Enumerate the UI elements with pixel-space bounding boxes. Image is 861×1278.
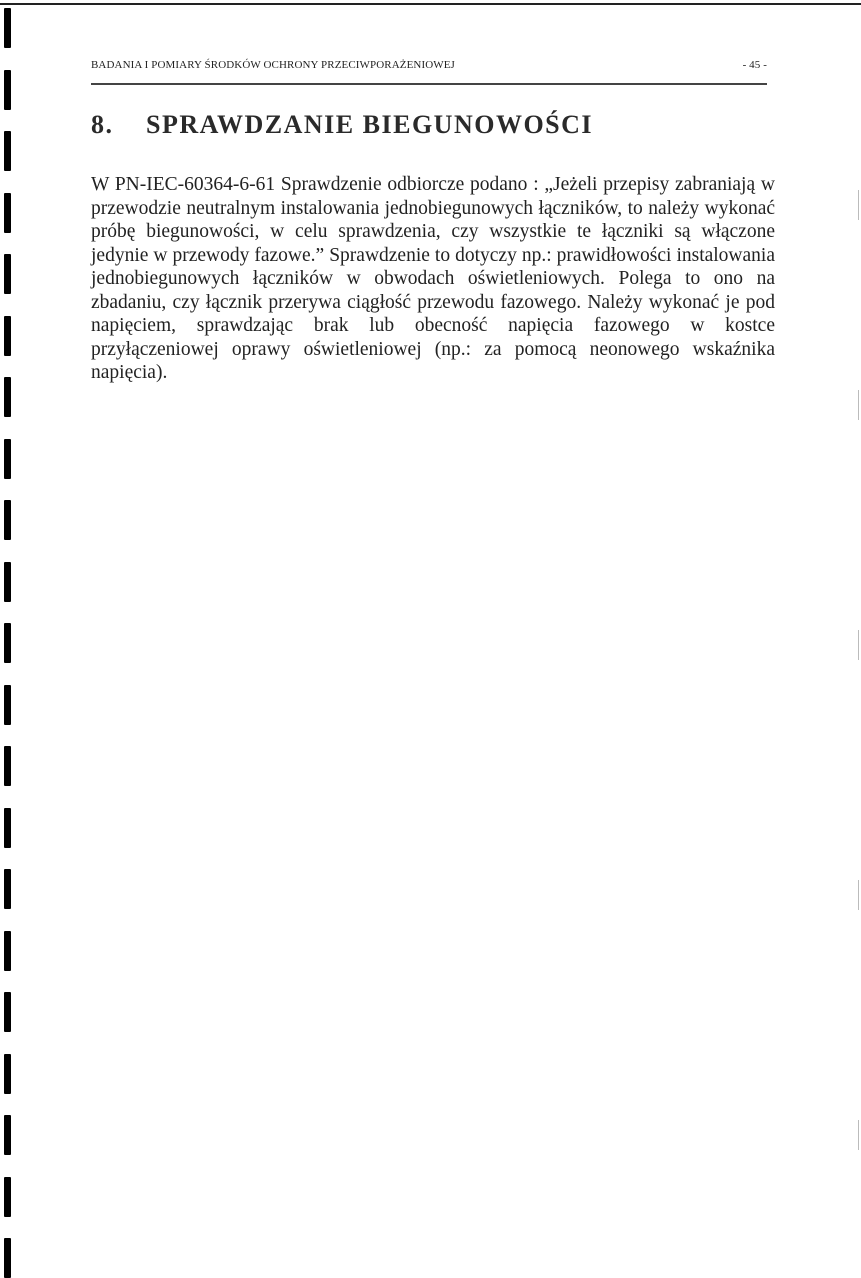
running-title: BADANIA I POMIARY ŚRODKÓW OCHRONY PRZECIWPORAŻENIOWEJ	[91, 59, 455, 71]
section-title: SPRAWDZANIE BIEGUNOWOŚCI	[146, 110, 594, 139]
binding-mark	[4, 254, 11, 294]
binding-mark	[4, 1177, 11, 1217]
binding-mark	[4, 131, 11, 171]
binding-mark	[4, 8, 11, 48]
scan-edge-mark	[858, 190, 859, 220]
binding-mark	[4, 685, 11, 725]
running-header	[91, 59, 767, 71]
binding-mark	[4, 377, 11, 417]
section-heading	[91, 110, 593, 140]
binding-mark	[4, 562, 11, 602]
binding-mark	[4, 439, 11, 479]
binding-mark	[4, 623, 11, 663]
scan-top-border	[0, 3, 861, 5]
scan-edge-mark	[858, 390, 859, 420]
binding-mark	[4, 1238, 11, 1278]
page-number: - 45 -	[742, 59, 767, 71]
binding-mark	[4, 808, 11, 848]
binding-mark	[4, 316, 11, 356]
scan-edge-mark	[858, 1120, 859, 1150]
binding-mark	[4, 992, 11, 1032]
binding-mark	[4, 746, 11, 786]
binding-mark	[4, 1115, 11, 1155]
section-number: 8.	[91, 110, 114, 139]
header-rule	[91, 83, 767, 85]
binding-mark	[4, 869, 11, 909]
scan-edge-mark	[858, 630, 859, 660]
binding-mark	[4, 931, 11, 971]
binding-mark	[4, 500, 11, 540]
binding-mark	[4, 1054, 11, 1094]
scan-edge-mark	[858, 880, 859, 910]
body-paragraph: W PN-IEC-60364-6-61 Sprawdzenie odbiorcze podano : „Jeżeli przepisy zabraniają w przewodzie neutralnym instalowania jednobiegunowych łączników, to należy wykonać próbę biegunowości, w celu sprawdzenia, czy wszystkie te łączniki są włączone jedynie w przewody fazowe.” Sprawdzenie to dotyczy np.: prawidłowości instalowania jednobiegunowych łączników w obwodach oświetleniowych. Polega to ono na zbadaniu, czy łącznik przerywa ciągłość przewodu fazowego. Należy wykonać je pod napięciem, sprawdzając brak lub obecność napięcia fazowego w kostce przyłączeniowej oprawy oświetleniowej (np.: za pomocą neonowego wskaźnika napięcia).	[91, 174, 775, 383]
binding-mark	[4, 70, 11, 110]
binding-mark	[4, 193, 11, 233]
